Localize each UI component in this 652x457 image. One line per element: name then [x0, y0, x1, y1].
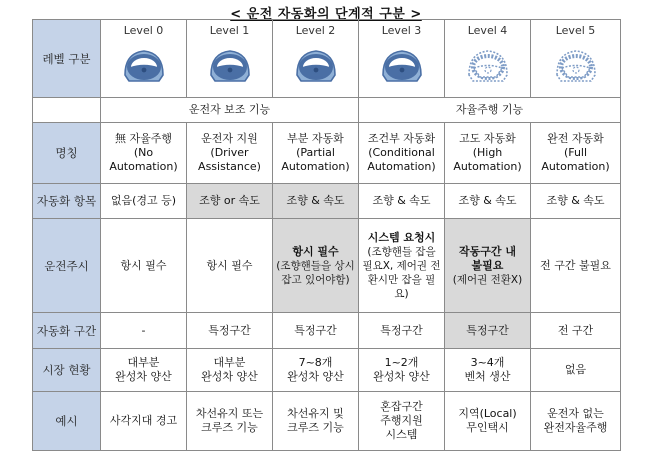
monitor-cell — [359, 218, 445, 313]
level-0-label: Level 0 — [123, 24, 164, 37]
example-cell: 운전자 없는 완전자율주행 — [531, 391, 621, 450]
items-cell: 조향 & 속도 — [445, 184, 531, 219]
items-cell: 조향 & 속도 — [531, 184, 621, 219]
market-cell: 대부분 완성차 양산 — [101, 349, 187, 392]
level-3-label: Level 3 — [381, 24, 422, 37]
items-row — [33, 184, 621, 219]
example-row — [33, 391, 621, 450]
items-cell: 없음(경고 등) — [101, 184, 187, 219]
row-label-market: 시장 현황 — [33, 349, 101, 392]
steering-wheel-icon — [360, 41, 443, 85]
steering-wheel-icon — [188, 41, 271, 85]
page-title: < 운전 자동화의 단계적 구분 > — [230, 7, 422, 22]
row-label-level: 레벨 구분 — [33, 20, 101, 98]
monitor-cell — [273, 218, 359, 313]
monitor-note: (제어권 전환X) — [452, 273, 523, 286]
row-label-name: 명칭 — [33, 122, 101, 183]
monitor-row — [33, 218, 621, 313]
steering-wheel-dotted-icon — [446, 41, 529, 85]
monitor-note: (조향핸들 잡을 필요X, 제어권 전 환시만 잡을 필 요) — [362, 245, 441, 300]
name-cell: 無 자율주행 (No Automation) — [101, 122, 187, 183]
name-cell: 완전 자동화 (Full Automation) — [531, 122, 621, 183]
group-row — [33, 98, 621, 122]
level-2-label: Level 2 — [295, 24, 336, 37]
market-row — [33, 349, 621, 392]
level-3-cell — [359, 20, 445, 98]
monitor-cell: 항시 필수 — [101, 218, 187, 313]
level-1-cell — [187, 20, 273, 98]
market-cell: 3~4개 벤처 생산 — [445, 349, 531, 392]
name-cell: 조건부 자동화 (Conditional Automation) — [359, 122, 445, 183]
level-4-label: Level 4 — [467, 24, 508, 37]
monitor-note: (조향핸들을 상시 잡고 있어야함) — [276, 259, 355, 286]
name-cell: 고도 자동화 (High Automation) — [445, 122, 531, 183]
level-5-cell — [531, 20, 621, 98]
name-cell: 부분 자동화 (Partial Automation) — [273, 122, 359, 183]
level-2-cell — [273, 20, 359, 98]
row-label-section: 자동화 구간 — [33, 313, 101, 349]
group-auto: 자율주행 기능 — [359, 98, 621, 122]
section-cell: - — [101, 313, 187, 349]
section-cell: 특정구간 — [359, 313, 445, 349]
monitor-bold: 작동구간 내 불필요 — [459, 244, 516, 272]
items-cell: 조향 & 속도 — [359, 184, 445, 219]
monitor-cell: 전 구간 불필요 — [531, 218, 621, 313]
example-cell: 지역(Local) 무인택시 — [445, 391, 531, 450]
market-cell: 없음 — [531, 349, 621, 392]
items-cell: 조향 or 속도 — [187, 184, 273, 219]
example-cell: 차선유지 및 크루즈 기능 — [273, 391, 359, 450]
monitor-cell: 항시 필수 — [187, 218, 273, 313]
level-5-label: Level 5 — [555, 24, 596, 37]
steering-wheel-icon — [274, 41, 357, 85]
row-label-example: 예시 — [33, 391, 101, 450]
market-cell: 1~2개 완성차 양산 — [359, 349, 445, 392]
automation-levels-table — [32, 19, 621, 451]
level-4-cell — [445, 20, 531, 98]
name-cell: 운전자 지원 (Driver Assistance) — [187, 122, 273, 183]
market-cell: 대부분 완성차 양산 — [187, 349, 273, 392]
section-cell: 특정구간 — [187, 313, 273, 349]
example-cell: 차선유지 또는 크루즈 기능 — [187, 391, 273, 450]
example-cell: 혼잡구간 주행지원 시스템 — [359, 391, 445, 450]
section-row — [33, 313, 621, 349]
steering-wheel-icon — [102, 41, 185, 85]
row-label-monitor: 운전주시 — [33, 218, 101, 313]
name-row — [33, 122, 621, 183]
level-row — [33, 20, 621, 98]
items-cell: 조향 & 속도 — [273, 184, 359, 219]
row-label-items: 자동화 항목 — [33, 184, 101, 219]
monitor-cell — [445, 218, 531, 313]
example-cell: 사각지대 경고 — [101, 391, 187, 450]
monitor-bold: 항시 필수 — [292, 244, 339, 258]
level-1-label: Level 1 — [209, 24, 250, 37]
level-0-cell — [101, 20, 187, 98]
group-assist: 운전자 보조 기능 — [101, 98, 359, 122]
market-cell: 7~8개 완성차 양산 — [273, 349, 359, 392]
monitor-bold: 시스템 요청시 — [367, 230, 436, 244]
section-cell: 전 구간 — [531, 313, 621, 349]
steering-wheel-dotted-icon — [532, 41, 619, 85]
section-cell: 특정구간 — [273, 313, 359, 349]
section-cell: 특정구간 — [445, 313, 531, 349]
